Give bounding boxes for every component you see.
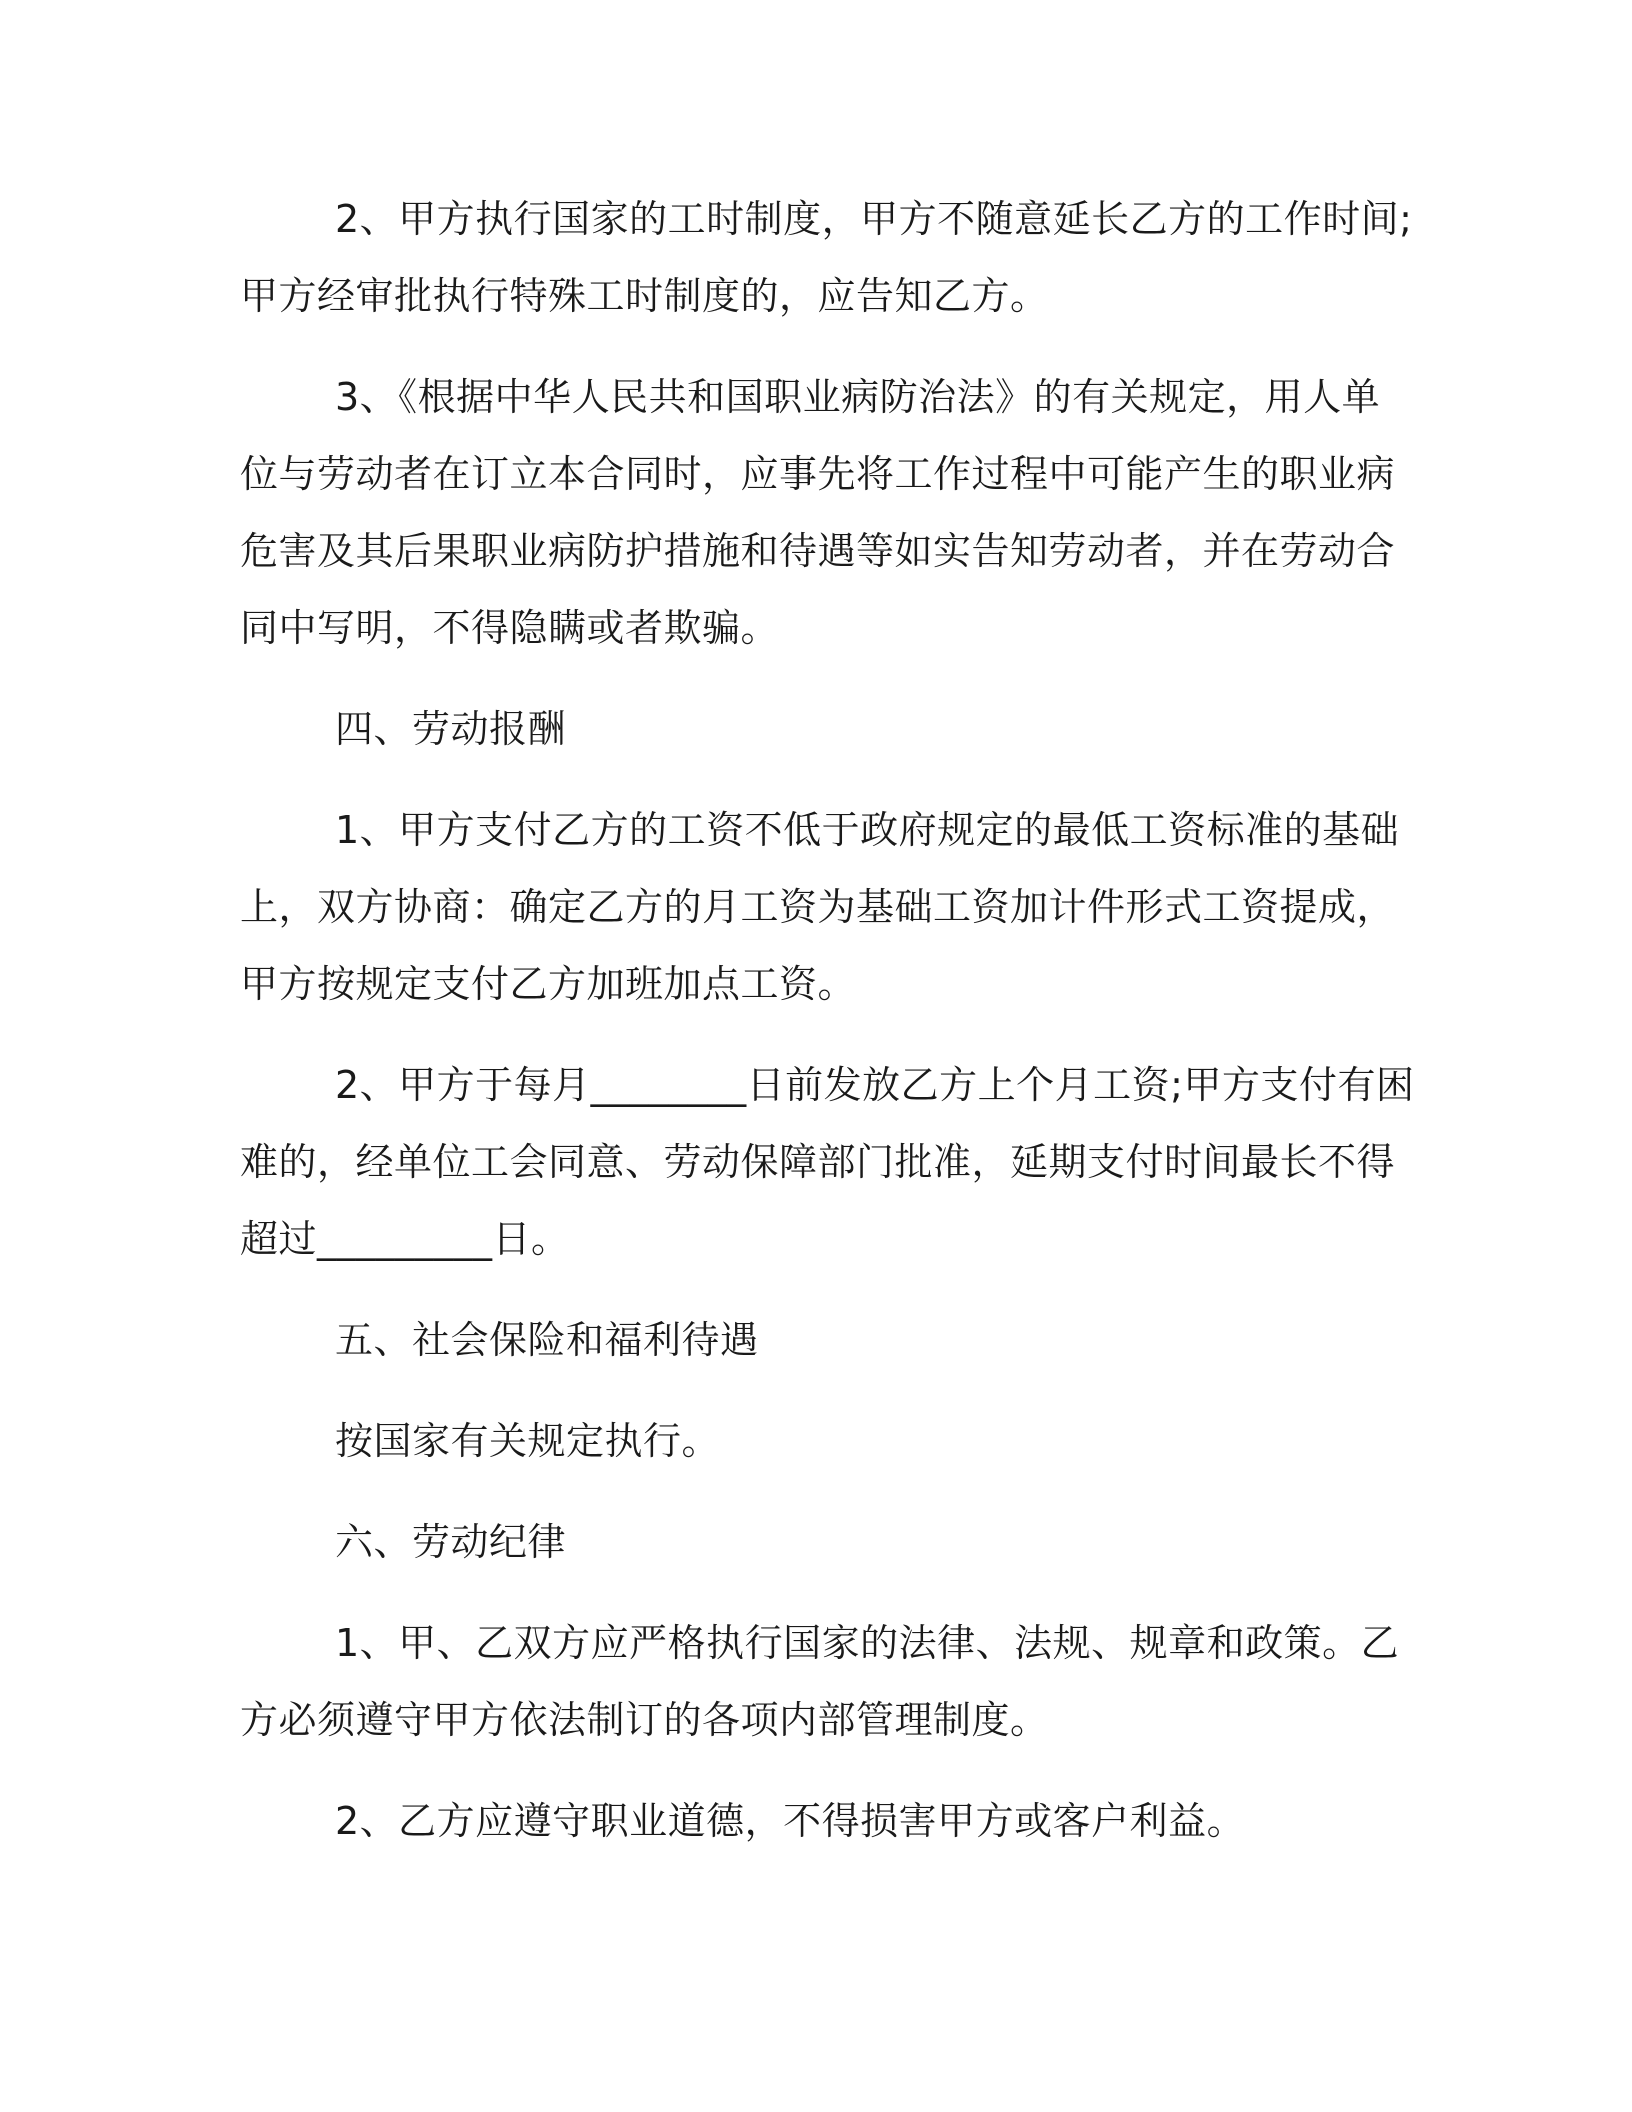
paragraph-line: 位与劳动者在订立本合同时，应事先将工作过程中可能产生的职业病	[240, 452, 1396, 496]
paragraph-line: 同中写明，不得隐瞒或者欺骗。	[240, 606, 780, 650]
paragraph-line: 超过_________日。	[240, 1217, 570, 1261]
section-heading: 四、劳动报酬	[335, 707, 567, 751]
paragraph-line: 甲方经审批执行特殊工时制度的，应告知乙方。	[240, 274, 1049, 318]
section-heading: 六、劳动纪律	[335, 1520, 567, 1564]
paragraph-line: 2、甲方执行国家的工时制度，甲方不随意延长乙方的工作时间;	[335, 197, 1413, 241]
paragraph-line: 2、乙方应遵守职业道德，不得损害甲方或客户利益。	[335, 1799, 1246, 1843]
paragraph-line: 方必须遵守甲方依法制订的各项内部管理制度。	[240, 1698, 1049, 1742]
paragraph-line: 2、甲方于每月________日前发放乙方上个月工资;甲方支付有困	[335, 1063, 1415, 1107]
paragraph-line: 危害及其后果职业病防护措施和待遇等如实告知劳动者，并在劳动合	[240, 529, 1396, 573]
section-heading: 五、社会保险和福利待遇	[335, 1318, 759, 1362]
paragraph-line: 上，双方协商：确定乙方的月工资为基础工资加计件形式工资提成，	[240, 885, 1396, 929]
paragraph-line: 按国家有关规定执行。	[335, 1419, 721, 1463]
paragraph-line: 3、《根据中华人民共和国职业病防治法》的有关规定，用人单	[335, 375, 1381, 419]
paragraph-line: 难的，经单位工会同意、劳动保障部门批准，延期支付时间最长不得	[240, 1140, 1396, 1184]
paragraph-line: 1、甲、乙双方应严格执行国家的法律、法规、规章和政策。乙	[335, 1621, 1400, 1665]
paragraph-line: 甲方按规定支付乙方加班加点工资。	[240, 962, 857, 1006]
paragraph-line: 1、甲方支付乙方的工资不低于政府规定的最低工资标准的基础	[335, 808, 1400, 852]
